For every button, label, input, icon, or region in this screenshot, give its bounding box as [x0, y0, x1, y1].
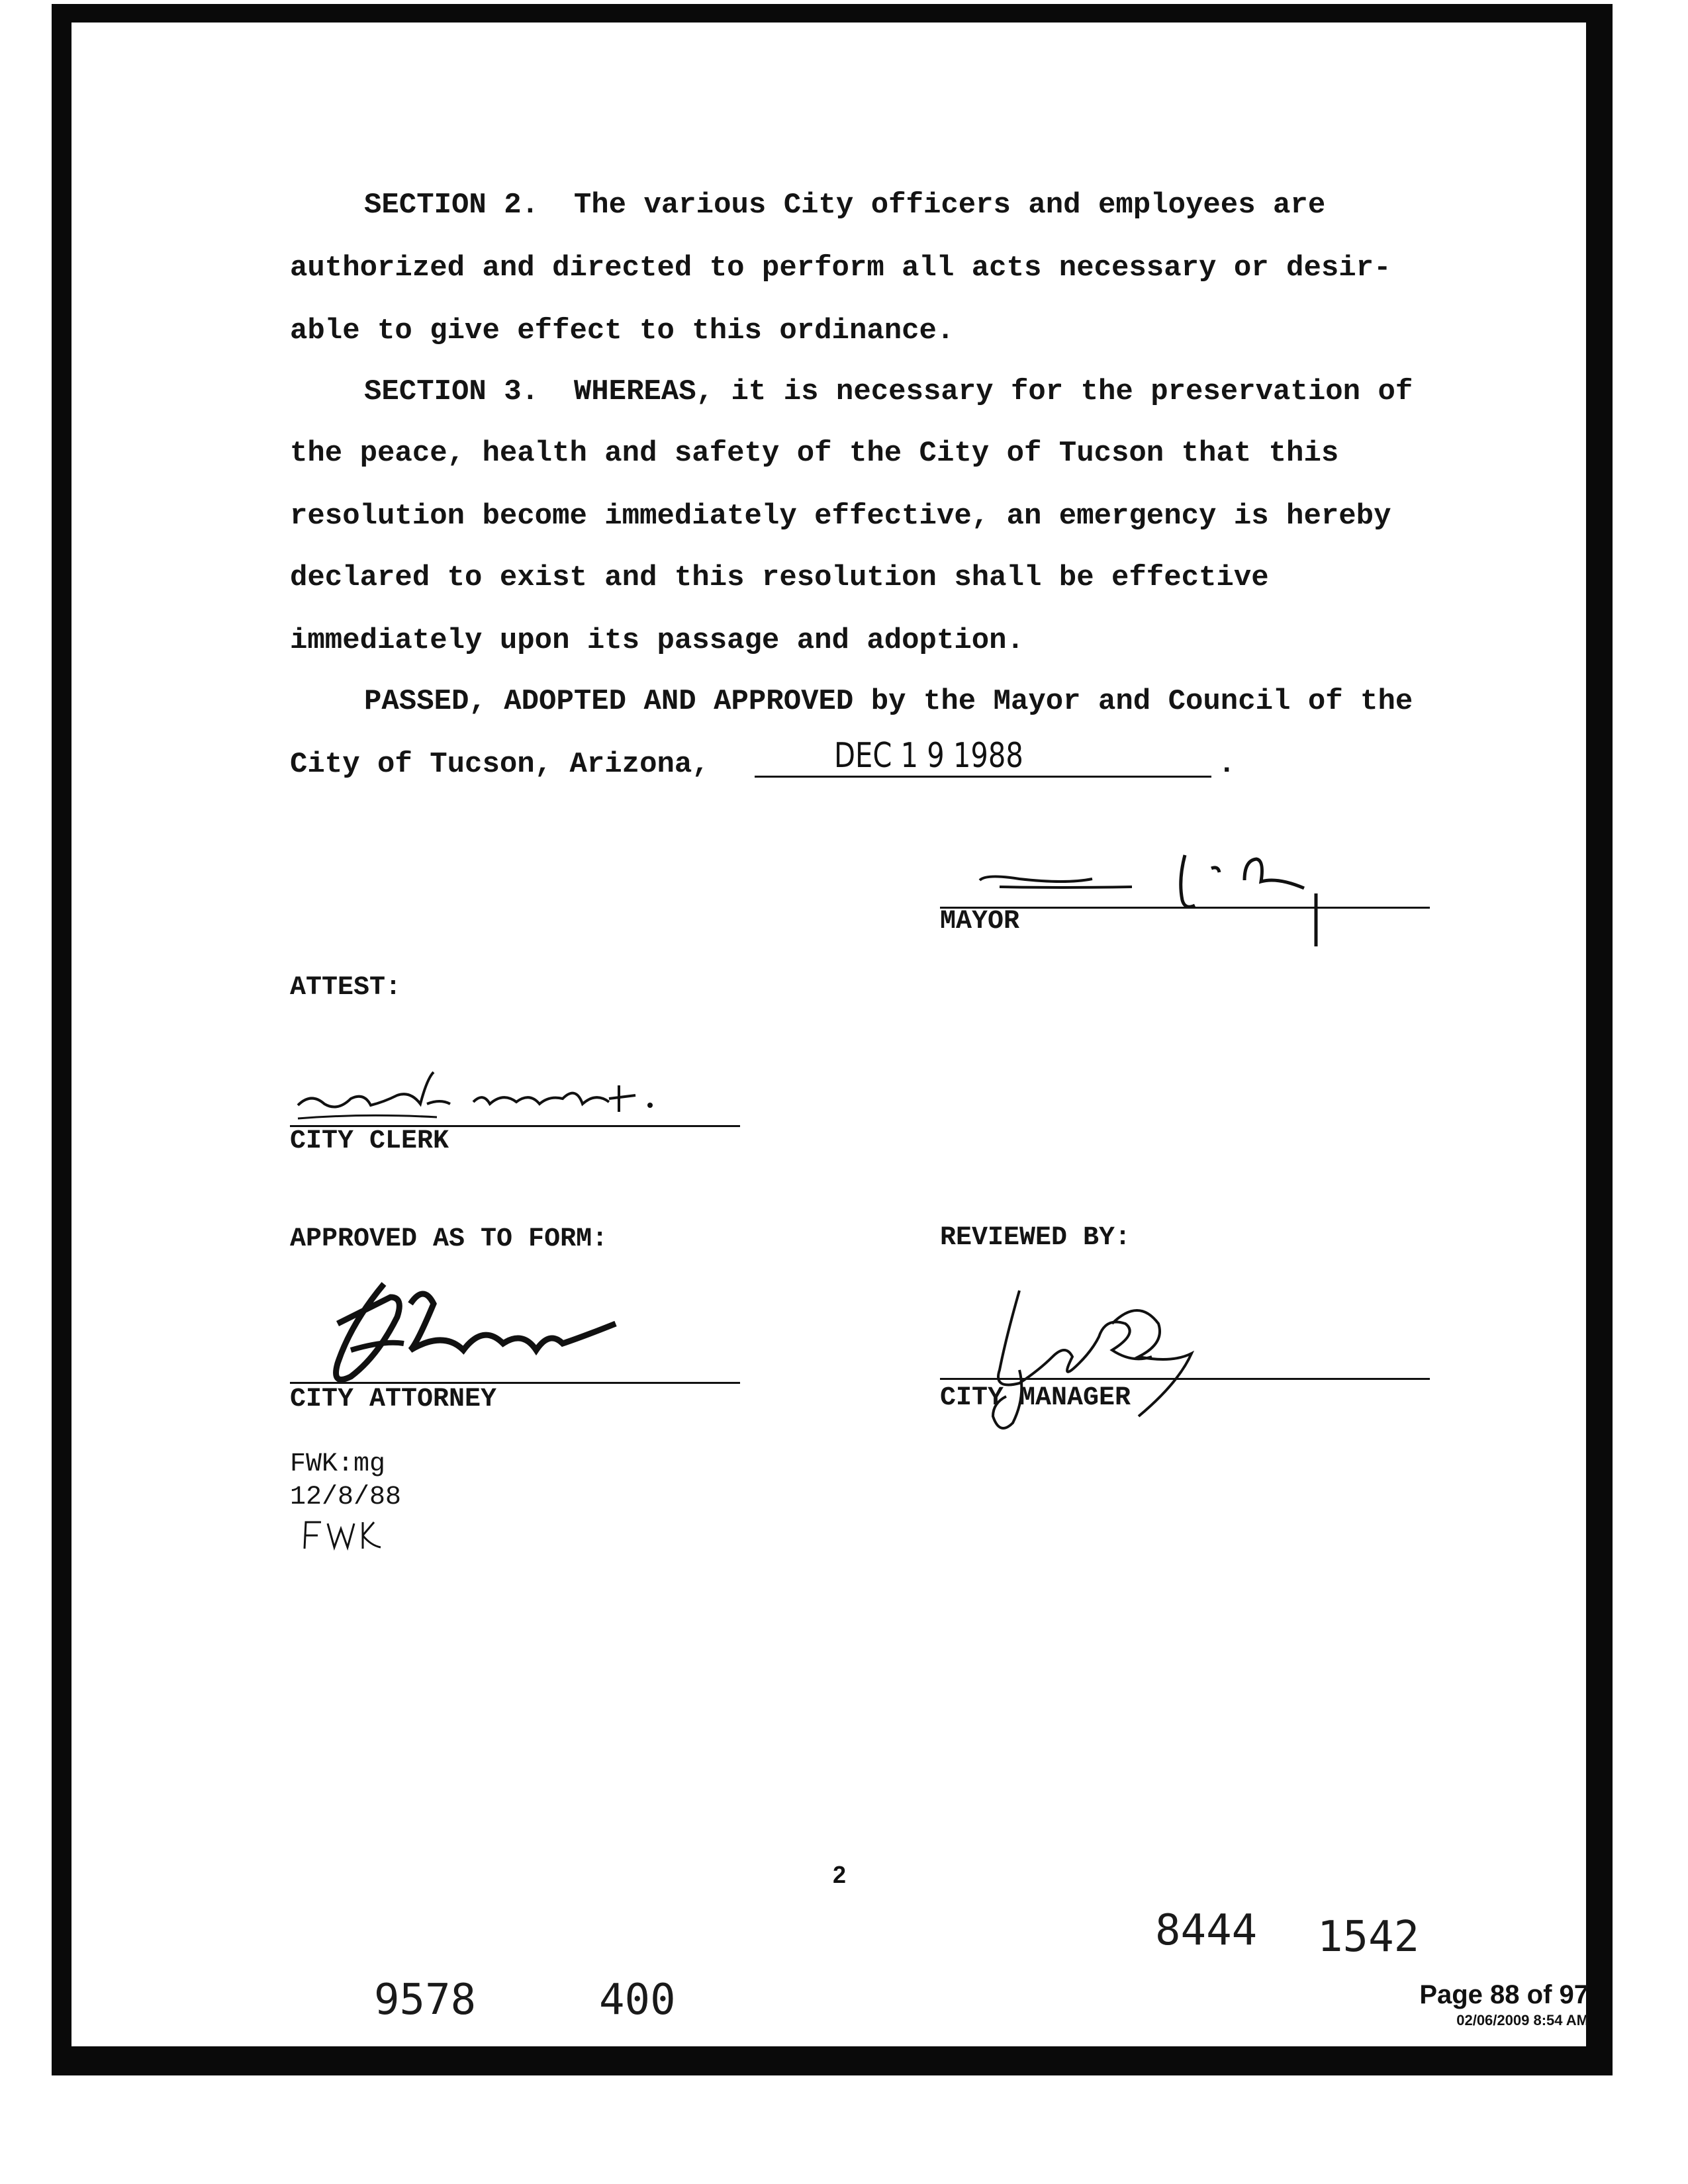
attest-label: ATTEST:: [290, 973, 402, 1003]
typed-initials: FWK:mg: [290, 1449, 386, 1479]
stamp-number: 400: [599, 1976, 676, 2025]
stamp-number: 9578: [374, 1976, 477, 2025]
adoption-date: DEC 1 9 1988: [834, 736, 1023, 776]
body-line: the peace, health and safety of the City of Tucson that this: [290, 437, 1339, 470]
body-line: resolution become immediately effective, an emergency is hereby: [290, 500, 1391, 533]
page-of-count: Page 88 of 97: [1419, 1980, 1589, 2009]
print-timestamp: 02/06/2009 8:54 AM: [1456, 2012, 1589, 2028]
city-attorney-signature-line: [290, 1382, 740, 1384]
reviewed-by-label: REVIEWED BY:: [940, 1223, 1131, 1253]
city-manager-signature: [980, 1284, 1244, 1443]
body-line: authorized and directed to perform all acts necessary or desir-: [290, 251, 1391, 285]
city-clerk-label: CITY CLERK: [290, 1126, 449, 1156]
city-manager-signature-line: [940, 1378, 1430, 1380]
stamp-number: 8444: [1155, 1906, 1258, 1955]
city-manager-label: CITY MANAGER: [940, 1383, 1131, 1413]
city-clerk-signature: [285, 1066, 715, 1125]
body-line: SECTION 3. WHEREAS, it is necessary for the preservation of: [364, 375, 1413, 408]
date-underline: [755, 776, 1211, 778]
body-line: PASSED, ADOPTED AND APPROVED by the Mayor and Council of the: [364, 685, 1413, 718]
body-line: able to give effect to this ordinance.: [290, 314, 955, 347]
approved-as-to-form-label: APPROVED AS TO FORM:: [290, 1224, 608, 1254]
body-line: City of Tucson, Arizona,: [290, 748, 710, 781]
stamp-number: 1542: [1317, 1913, 1420, 1962]
body-line: declared to exist and this resolution shall be effective: [290, 561, 1269, 594]
body-line: SECTION 2. The various City officers and employees are: [364, 189, 1326, 222]
mayor-label: MAYOR: [940, 907, 1020, 936]
handwritten-initials: [291, 1516, 397, 1569]
date-period: .: [1218, 748, 1236, 781]
page-number: 2: [833, 1861, 847, 1888]
body-line: immediately upon its passage and adoption.: [290, 624, 1024, 657]
city-attorney-label: CITY ATTORNEY: [290, 1385, 497, 1414]
initials-date: 12/8/88: [290, 1482, 402, 1512]
